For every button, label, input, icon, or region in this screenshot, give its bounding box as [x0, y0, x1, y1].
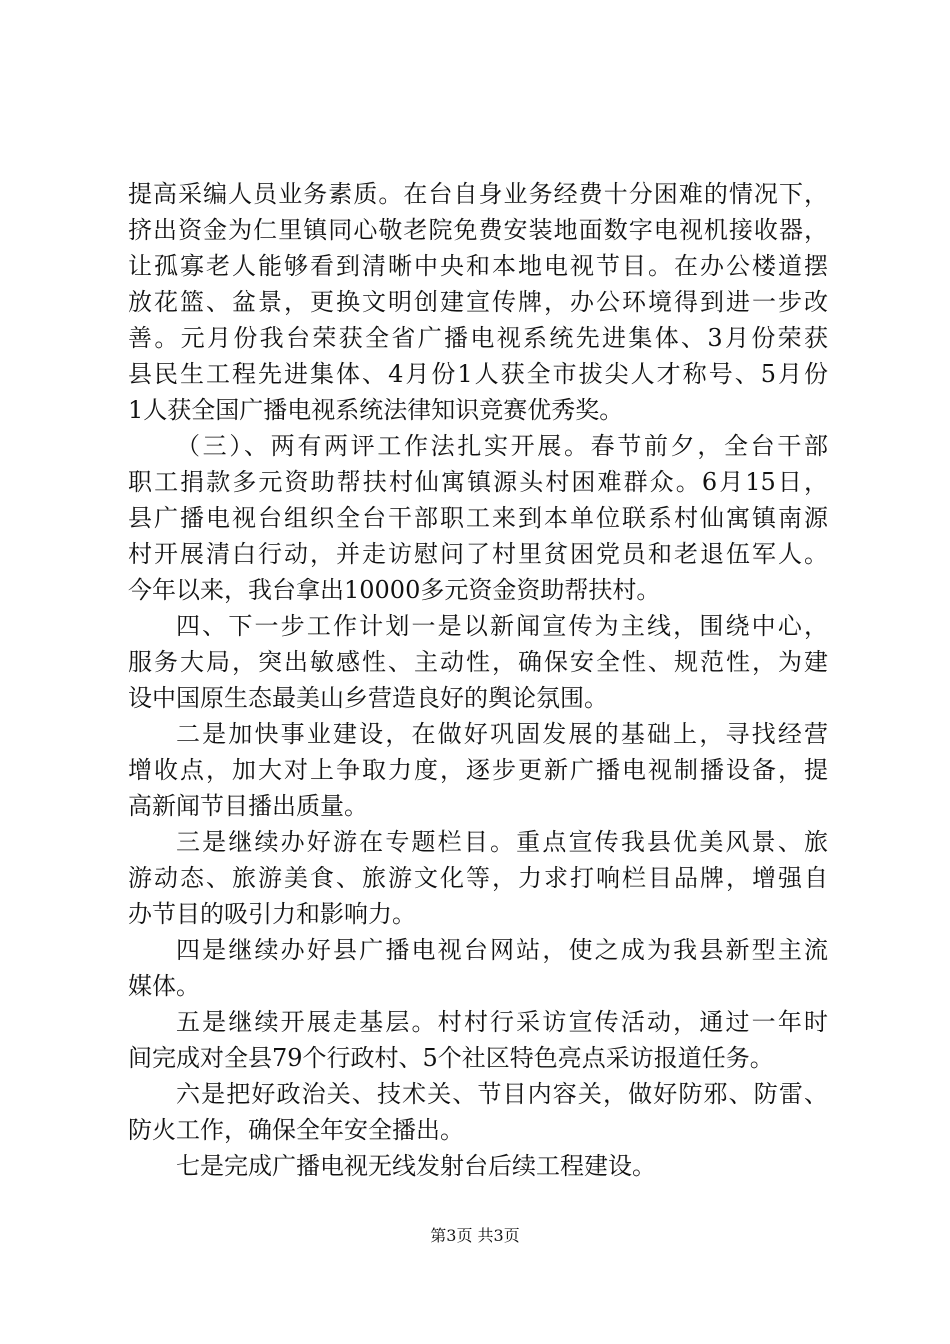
text-line: 四是继续办好县广播电视台网站，使之成为我县新型主流	[176, 936, 828, 964]
text-line: 提高采编人员业务素质。在台自身业务经费十分困难的情况下，	[128, 180, 828, 208]
text-line: 职工捐款多元资助帮扶村仙寓镇源头村困难群众。6月15日，	[128, 468, 828, 496]
text-line: 高新闻节目播出质量。	[128, 792, 368, 820]
text-line: 放花篮、盆景，更换文明创建宣传牌，办公环境得到进一步改	[128, 288, 828, 316]
text-line: 服务大局，突出敏感性、主动性，确保安全性、规范性，为建	[128, 648, 828, 676]
text-line: 游动态、旅游美食、旅游文化等，力求打响栏目品牌，增强自	[128, 864, 828, 892]
text-line: 间完成对全县79个行政村、5个社区特色亮点采访报道任务。	[128, 1044, 774, 1072]
text-line: 县民生工程先进集体、4月份1人获全市拔尖人才称号、5月份	[128, 360, 828, 388]
text-line: 善。元月份我台荣获全省广播电视系统先进集体、3月份荣获	[128, 324, 828, 352]
text-line: 挤出资金为仁里镇同心敬老院免费安装地面数字电视机接收器，	[128, 216, 828, 244]
text-line: 县广播电视台组织全台干部职工来到本单位联系村仙寓镇南源	[128, 504, 828, 532]
text-line: 增收点，加大对上争取力度，逐步更新广播电视制播设备，提	[128, 756, 828, 784]
text-line: 七是完成广播电视无线发射台后续工程建设。	[176, 1152, 656, 1180]
text-line: 媒体。	[128, 972, 200, 1000]
text-line: 1人获全国广播电视系统法律知识竞赛优秀奖。	[128, 396, 624, 424]
text-line: 三是继续办好游在专题栏目。重点宣传我县优美风景、旅	[176, 828, 828, 856]
text-line: 六是把好政治关、技术关、节目内容关，做好防邪、防雷、	[176, 1080, 828, 1108]
text-line: 设中国原生态最美山乡营造良好的舆论氛围。	[128, 684, 608, 712]
text-line: 四、下一步工作计划一是以新闻宣传为主线，围绕中心，	[176, 612, 828, 640]
text-line: 五是继续开展走基层。村村行采访宣传活动，通过一年时	[176, 1008, 828, 1036]
page-number-footer: 第3页 共3页	[430, 1226, 520, 1245]
text-line: 今年以来，我台拿出10000多元资金资助帮扶村。	[128, 576, 661, 604]
text-line: 办节目的吸引力和影响力。	[128, 900, 416, 928]
text-line: （三）、两有两评工作法扎实开展。春节前夕，全台干部	[176, 432, 828, 460]
text-line: 让孤寡老人能够看到清晰中央和本地电视节目。在办公楼道摆	[128, 252, 828, 280]
text-line: 二是加快事业建设，在做好巩固发展的基础上，寻找经营	[176, 720, 828, 748]
text-line: 防火工作，确保全年安全播出。	[128, 1116, 464, 1144]
text-line: 村开展清白行动，并走访慰问了村里贫困党员和老退伍军人。	[128, 540, 828, 568]
document-body	[128, 176, 828, 1184]
